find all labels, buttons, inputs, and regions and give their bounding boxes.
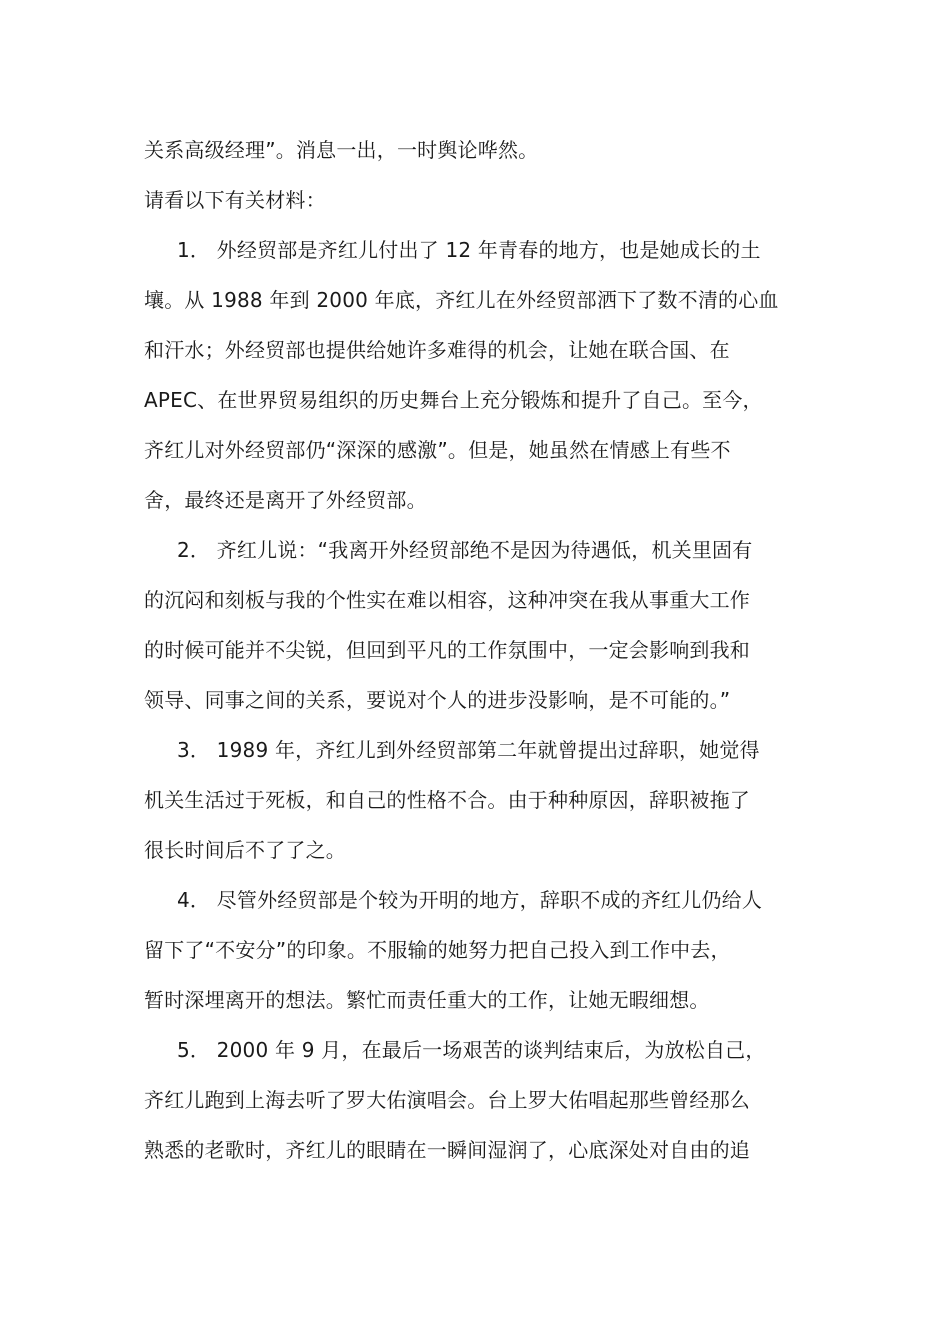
text-line: 留下了“不安分”的印象。不服输的她努力把自己投入到工作中去， (144, 938, 731, 962)
list-item-3-line: 3． 1989 年，齐红儿到外经贸部第二年就曾提出过辞职，她觉得 (177, 738, 760, 762)
text-line: 机关生活过于死板，和自己的性格不合。由于种种原因，辞职被拖了 (144, 788, 750, 812)
list-item-4-line: 4． 尽管外经贸部是个较为开明的地方，辞职不成的齐红儿仍给人 (177, 888, 763, 912)
text-line: 领导、同事之间的关系，要说对个人的进步没影响，是不可能的。” (144, 688, 731, 712)
list-item-5-line: 5． 2000 年 9 月，在最后一场艰苦的谈判结束后，为放松自己， (177, 1038, 766, 1062)
text-line: 齐红儿跑到上海去听了罗大佑演唱会。台上罗大佑唱起那些曾经那么 (144, 1088, 750, 1112)
list-item-2-line: 2． 齐红儿说：“我离开外经贸部绝不是因为待遇低，机关里固有 (177, 538, 753, 562)
text-line: 壤。从 1988 年到 2000 年底，齐红儿在外经贸部洒下了数不清的心血 (144, 288, 779, 312)
text-line: 暂时深埋离开的想法。繁忙而责任重大的工作，让她无暇细想。 (144, 988, 710, 1012)
text-line: 的沉闷和刻板与我的个性实在难以相容，这种冲突在我从事重大工作 (144, 588, 750, 612)
text-line: 熟悉的老歌时，齐红儿的眼睛在一瞬间湿润了，心底深处对自由的追 (144, 1138, 750, 1162)
text-line: 请看以下有关材料： (144, 188, 326, 212)
text-line: APEC、在世界贸易组织的历史舞台上充分锻炼和提升了自己。至今， (144, 388, 763, 412)
text-line: 的时候可能并不尖锐，但回到平凡的工作氛围中，一定会影响到我和 (144, 638, 750, 662)
text-line: 舍，最终还是离开了外经贸部。 (144, 488, 427, 512)
text-line: 关系高级经理”。消息一出，一时舆论哗然。 (144, 138, 539, 162)
text-line: 齐红儿对外经贸部仍“深深的感激”。但是，她虽然在情感上有些不 (144, 438, 731, 462)
list-item-1-line: 1． 外经贸部是齐红儿付出了 12 年青春的地方，也是她成长的土 (177, 238, 761, 262)
text-line: 很长时间后不了了之。 (144, 838, 346, 862)
text-line: 和汗水；外经贸部也提供给她许多难得的机会，让她在联合国、在 (144, 338, 730, 362)
